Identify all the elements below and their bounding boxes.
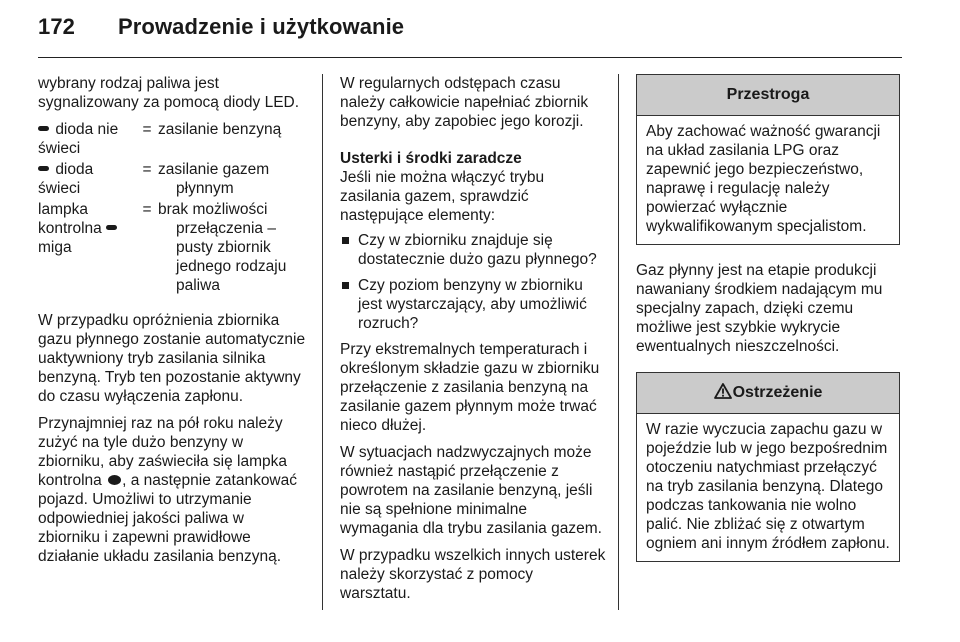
paragraph: Jeśli nie można włączyć trybu zasilania gazem, sprawdzić następujące elementy: [340, 169, 545, 224]
equals-sign: = [142, 161, 152, 178]
warning-body: W razie wyczucia zapachu gazu w pojeździe lub w jego bezpośrednim otoczeniu natychmiast przełączyć na tryb zasilania benzyną. Dlatego podczas tankowania nie wolno palić. Nie zbliżać się z otwartym ogniem ani innym źródłem zapłonu. [646, 421, 890, 552]
led-row-label-cont: miga [38, 239, 72, 256]
bullet-icon [342, 237, 349, 244]
paragraph-part: Przynajmniej raz na pół roku należy zużyć na tyle dużo benzyny w zbiorniku, aby zaświeciła się lampka kontrolna [38, 415, 287, 489]
list-item: Czy w zbiorniku znajduje się dostatecznie dużo gazu płynnego? [340, 231, 606, 269]
led-row-on [38, 160, 306, 198]
equals-sign: = [142, 121, 152, 138]
paragraph: W sytuacjach nadzwyczajnych może również nastąpić przełączenie z powrotem na zasilanie benzyną, jeśli nie są spełnione minimalne wymagania dla trybu zasilania gazem. [340, 444, 602, 537]
control-lamp-icon [108, 475, 121, 485]
led-row-meaning-cont: przełączenia – pusty zbiornik jednego rodzaju paliwa [176, 220, 287, 294]
list-item: Czy poziom benzyny w zbiorniku jest wystarczający, aby umożliwić rozruch? [340, 276, 606, 333]
caution-body: Aby zachować ważność gwarancji na układ zasilania LPG oraz zapewnić jego bezpieczeństwo, naprawę i regulację należy powierzać wyłącznie wykwalifikowanym specjalistom. [646, 123, 881, 235]
page-header [38, 14, 404, 40]
checklist [340, 231, 606, 333]
column-3 [636, 74, 900, 578]
led-row-meaning: zasilanie benzyną [158, 121, 282, 138]
warning-title: Ostrzeżenie [732, 384, 823, 401]
paragraph: W przypadku opróżnienia zbiornika gazu płynnego zostanie automatycznie uaktywniony tryb zasilania silnika benzyną. Tryb ten pozostanie aktywny do czasu wyłączenia zapłonu. [38, 312, 306, 405]
warning-header [637, 373, 899, 414]
led-row-label: dioda nie świeci [38, 121, 119, 157]
led-row-meaning-cont: płynnym [176, 180, 234, 197]
header-divider [38, 57, 902, 58]
intro-text: wybrany rodzaj paliwa jest sygnalizowany za pomocą diody LED. [38, 75, 300, 111]
led-row-blinking [38, 200, 306, 295]
page-title: Prowadzenie i użytkowanie [118, 14, 405, 39]
column-divider-1 [322, 74, 323, 610]
column-divider-2 [618, 74, 619, 610]
led-indicator-icon [38, 166, 49, 171]
column-2 [340, 74, 606, 611]
page-number: 172 [38, 14, 76, 39]
paragraph: W przypadku wszelkich innych usterek należy skorzystać z pomocy warsztatu. [340, 547, 606, 602]
paragraph: Przy ekstremalnych temperaturach i określonym składzie gazu w zbiorniku przełączenie z zasilania benzyną na zasilanie gazem płynnym może trwać nieco dłużej. [340, 341, 600, 434]
caution-box [636, 74, 900, 245]
paragraph: Gaz płynny jest na etapie produkcji nawaniany środkiem nadającym mu specjalny zapach, dzięki czemu możliwe jest szybkie wykrycie ewentualnych nieszczelności. [636, 262, 883, 355]
warning-triangle-icon [714, 383, 732, 399]
led-indicator-icon [106, 225, 117, 230]
equals-sign: = [142, 201, 152, 218]
warning-box [636, 372, 900, 562]
paragraph [38, 414, 306, 566]
column-1 [38, 74, 306, 574]
paragraph-part: , a następnie zatankować pojazd. Umożliwi to utrzymanie odpowiedniej jakości paliwa w zbiorniku i zapewni prawidłowe działanie układu zasilania benzyną. [38, 472, 297, 565]
led-row-label: lampka kontrolna [38, 201, 102, 237]
led-row-off [38, 120, 306, 158]
led-row-meaning: zasilanie gazem [158, 161, 270, 178]
section-heading: Usterki i środki zaradcze [340, 150, 522, 167]
led-indicator-icon [38, 126, 49, 131]
caution-title: Przestroga [637, 75, 899, 116]
bullet-icon [342, 282, 349, 289]
led-status-table [38, 120, 306, 295]
led-row-meaning: brak możliwości [158, 201, 268, 218]
led-row-label: dioda świeci [38, 161, 94, 197]
paragraph: W regularnych odstępach czasu należy całkowicie napełniać zbiornik benzyny, aby zapobiec jego korozji. [340, 75, 589, 130]
